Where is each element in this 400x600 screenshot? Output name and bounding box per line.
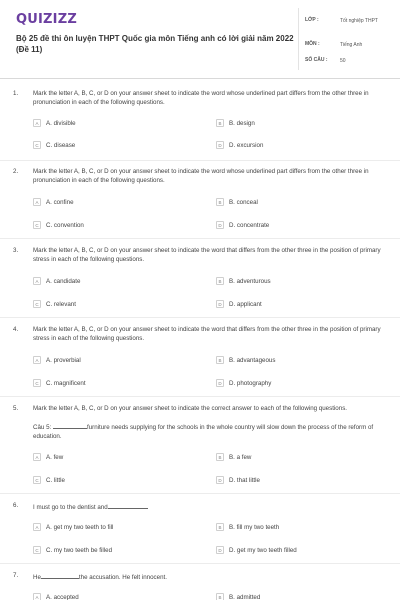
option-text: A. candidate xyxy=(46,277,81,285)
option-d[interactable] xyxy=(216,220,269,230)
option-text: B. conceal xyxy=(229,198,258,206)
option-letter-box: C xyxy=(33,221,41,229)
option-text: D. photography xyxy=(229,379,272,387)
option-c[interactable] xyxy=(33,378,86,388)
option-letter-box: A xyxy=(33,119,41,127)
question-subtext xyxy=(33,422,393,441)
option-b[interactable] xyxy=(216,592,260,600)
option-letter-box: B xyxy=(216,277,224,285)
question-number: 6. xyxy=(13,502,19,509)
option-b[interactable] xyxy=(216,522,279,532)
option-letter-box: B xyxy=(216,523,224,531)
count-label: SỐ CÂU : xyxy=(305,57,328,63)
option-letter-box: D xyxy=(216,476,224,484)
option-text: C. magnificent xyxy=(46,379,86,387)
option-text: A. proverbial xyxy=(46,356,81,364)
question-text: Mark the letter A, B, C, or D on your answer sheet to indicate the word whose underlined part differs from the other three in pronunciation in each of the following questions. xyxy=(33,90,369,106)
question-separator xyxy=(0,493,400,494)
question-separator xyxy=(0,160,400,161)
answer-blank xyxy=(108,502,148,509)
question-prefix: He xyxy=(33,574,41,581)
option-text: D. get my two teeth filled xyxy=(229,546,297,554)
question-prefix: I must go to the dentist and xyxy=(33,504,108,511)
option-text: D. that little xyxy=(229,476,260,484)
option-text: B. adventurous xyxy=(229,277,271,285)
option-letter-box: B xyxy=(216,593,224,600)
option-letter-box: C xyxy=(33,476,41,484)
option-text: C. relevant xyxy=(46,300,76,308)
option-text: A. divisible xyxy=(46,119,76,127)
question-text: Mark the letter A, B, C, or D on your answer sheet to indicate the word that differs from the other three in the position of primary stress in each of the following questions. xyxy=(33,247,381,263)
option-b[interactable] xyxy=(216,452,251,462)
option-letter-box: D xyxy=(216,379,224,387)
option-d[interactable] xyxy=(216,140,263,150)
option-text: C. convention xyxy=(46,221,84,229)
option-letter-box: D xyxy=(216,221,224,229)
option-b[interactable] xyxy=(216,276,271,286)
option-letter-box: D xyxy=(216,300,224,308)
question-suffix: the accusation. He felt innocent. xyxy=(78,574,167,581)
option-text: A. accepted xyxy=(46,593,79,600)
question-number: 2. xyxy=(13,168,19,175)
question-number: 3. xyxy=(13,247,19,254)
question-text xyxy=(33,572,393,583)
subject-label: MÔN : xyxy=(305,41,320,47)
option-letter-box: D xyxy=(216,546,224,554)
count-value: 50 xyxy=(340,58,346,64)
option-letter-box: A xyxy=(33,277,41,285)
option-letter-box: A xyxy=(33,523,41,531)
option-letter-box: D xyxy=(216,141,224,149)
option-text: D. excursion xyxy=(229,141,264,149)
question-number: 4. xyxy=(13,326,19,333)
option-text: C. my two teeth be filled xyxy=(46,546,113,554)
answer-blank xyxy=(41,572,79,579)
question-text: Mark the letter A, B, C, or D on your answer sheet to indicate the correct answer to each of the following questions. xyxy=(33,405,348,412)
option-text: B. fill my two teeth xyxy=(229,523,280,531)
option-a[interactable] xyxy=(33,452,63,462)
option-letter-box: A xyxy=(33,356,41,364)
question-number: 5. xyxy=(13,405,19,412)
option-text: D. applicant xyxy=(229,300,262,308)
option-letter-box: B xyxy=(216,453,224,461)
option-d[interactable] xyxy=(216,378,271,388)
class-label: LỚP : xyxy=(305,17,319,23)
option-a[interactable] xyxy=(33,118,76,128)
option-a[interactable] xyxy=(33,592,79,600)
option-c[interactable] xyxy=(33,545,112,555)
option-text: C. little xyxy=(46,476,65,484)
option-letter-box: B xyxy=(216,119,224,127)
option-text: C. disease xyxy=(46,141,76,149)
option-b[interactable] xyxy=(216,355,275,365)
question-number: 1. xyxy=(13,90,19,97)
option-c[interactable] xyxy=(33,475,65,485)
class-value: Tốt nghiệp THPT xyxy=(340,18,378,24)
question-separator xyxy=(0,563,400,564)
option-text: A. get my two teeth to fill xyxy=(46,523,114,531)
option-a[interactable] xyxy=(33,522,113,532)
option-c[interactable] xyxy=(33,220,84,230)
header-divider xyxy=(298,8,299,70)
worksheet-title: Bộ 25 đề thi ôn luyện THPT Quốc gia môn Tiếng anh có lời giải năm 2022 (Đề 11) xyxy=(16,34,294,54)
question-separator xyxy=(0,238,400,239)
question-separator xyxy=(0,396,400,397)
option-text: B. advantageous xyxy=(229,356,276,364)
option-c[interactable] xyxy=(33,299,76,309)
option-a[interactable] xyxy=(33,355,81,365)
option-letter-box: A xyxy=(33,453,41,461)
subject-value: Tiếng Anh xyxy=(340,42,363,48)
option-text: B. design xyxy=(229,119,255,127)
worksheet-header xyxy=(0,0,400,79)
option-letter-box: B xyxy=(216,356,224,364)
option-text: A. few xyxy=(46,453,64,461)
option-b[interactable] xyxy=(216,197,258,207)
option-letter-box: B xyxy=(216,198,224,206)
option-d[interactable] xyxy=(216,545,297,555)
option-a[interactable] xyxy=(33,197,74,207)
option-text: A. confine xyxy=(46,198,74,206)
option-letter-box: C xyxy=(33,546,41,554)
question-number: 7. xyxy=(13,572,19,579)
question-text: Mark the letter A, B, C, or D on your answer sheet to indicate the word that differs from the other three in the position of primary stress in each of the following questions. xyxy=(33,326,381,342)
answer-blank xyxy=(53,422,87,429)
option-d[interactable] xyxy=(216,475,260,485)
option-a[interactable] xyxy=(33,276,80,286)
quizizz-logo: QUIZIZZ xyxy=(16,12,77,27)
option-text: B. a few xyxy=(229,453,252,461)
question-sub-prefix: Câu 5: xyxy=(33,424,52,431)
option-letter-box: A xyxy=(33,593,41,600)
option-b[interactable] xyxy=(216,118,255,128)
option-d[interactable] xyxy=(216,299,262,309)
option-letter-box: C xyxy=(33,379,41,387)
option-c[interactable] xyxy=(33,140,75,150)
question-text: Mark the letter A, B, C, or D on your answer sheet to indicate the word whose underlined part differs from the other three in pronunciation in each of the following questions. xyxy=(33,168,369,184)
question-sub-suffix: furniture needs supplying for the schools in the whole country will slow down the process of the reform of education. xyxy=(33,424,374,440)
option-letter-box: C xyxy=(33,141,41,149)
option-text: B. admitted xyxy=(229,593,261,600)
question-separator xyxy=(0,317,400,318)
option-letter-box: A xyxy=(33,198,41,206)
option-letter-box: C xyxy=(33,300,41,308)
option-text: D. concentrate xyxy=(229,221,270,229)
question-text xyxy=(33,502,393,513)
